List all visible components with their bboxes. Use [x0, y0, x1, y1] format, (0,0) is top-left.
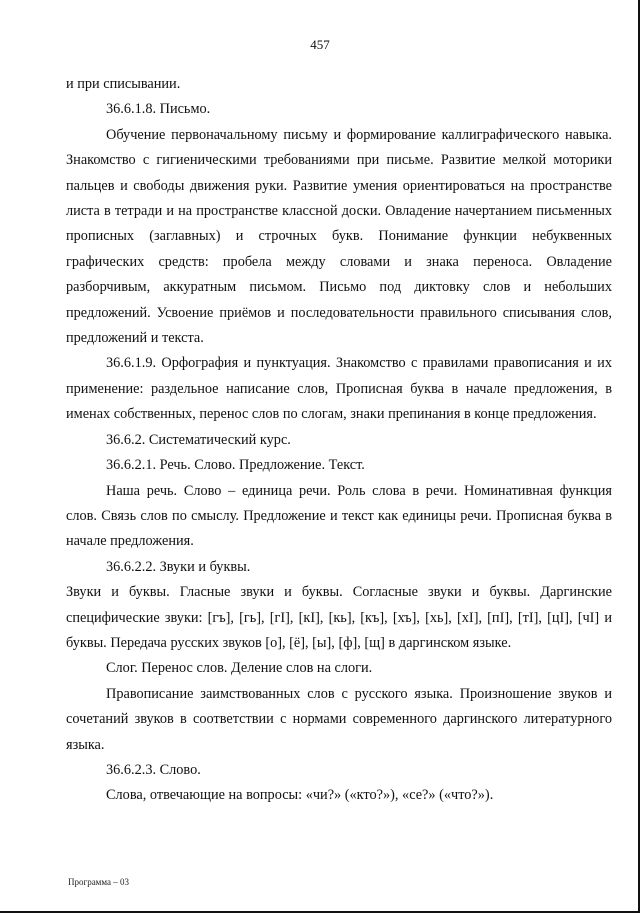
paragraph: Звуки и буквы. Гласные звуки и буквы. Согласные звуки и буквы. Даргинские специфические звуки: [гъ], [гь], [гI], [кI], [кь], [къ], [хъ], [хь], [хI], [пI], [тI], [цI], [чI] и буквы. Передача русских звуков [о], [ё], [ы], [ф], [щ] в даргинском языке. — [66, 584, 612, 651]
paragraph: Правописание заимствованных слов с русского языка. Произношение звуков и сочетаний звуков в соответствии с нормами современного даргинского литературного языка. — [66, 685, 612, 753]
section-heading: 36.6.2.3. Слово. — [106, 761, 201, 778]
page-footer: Программа – 03 — [68, 877, 130, 887]
paragraph: Обучение первоначальному письму и формирование каллиграфического навыка. Знакомство с гигиеническими требованиями при письме. Развитие мелкой моторики пальцев и свободы движения руки. Развитие умения ориентироваться на пространстве листа в тетради и на пространстве классной доски. Овладение начертанием письменных прописных (заглавных) и строчных букв. Понимание функции небуквенных графических средств: пробела между словами и знака переноса. Овладение разборчивым, аккуратным письмом. Письмо под диктовку слов и небольших предложений. Усвоение приёмов и последовательности правильного списывания слов, предложений и текста. — [66, 126, 612, 347]
paragraph: Наша речь. Слово – единица речи. Роль слова в речи. Номинативная функция слов. Связь слов по смыслу. Предложение и текст как единицы речи. Прописная буква в начале предложения. — [66, 482, 612, 550]
section-heading: 36.6.2.2. Звуки и буквы. — [106, 558, 251, 575]
paragraph: 36.6.1.9. Орфография и пунктуация. Знакомство с правилами правописания и их применение: раздельное написание слов, Прописная буква в начале предложения, в именах собственных, перенос слов по слогам, знаки препинания в конце предложения. — [66, 355, 612, 423]
paragraph: и при списывании. — [66, 76, 181, 92]
section-heading: 36.6.2.1. Речь. Слово. Предложение. Текст. — [106, 457, 365, 474]
paragraph: Слова, отвечающие на вопросы: «чи?» («кто?»), «се?» («что?»). — [106, 787, 494, 804]
page-number: 457 — [310, 37, 330, 52]
paragraph: Слог. Перенос слов. Деление слов на слоги. — [106, 660, 373, 677]
section-heading: 36.6.2. Систематический курс. — [106, 431, 291, 448]
page-body — [66, 72, 612, 809]
section-heading: 36.6.1.8. Письмо. — [106, 101, 211, 118]
